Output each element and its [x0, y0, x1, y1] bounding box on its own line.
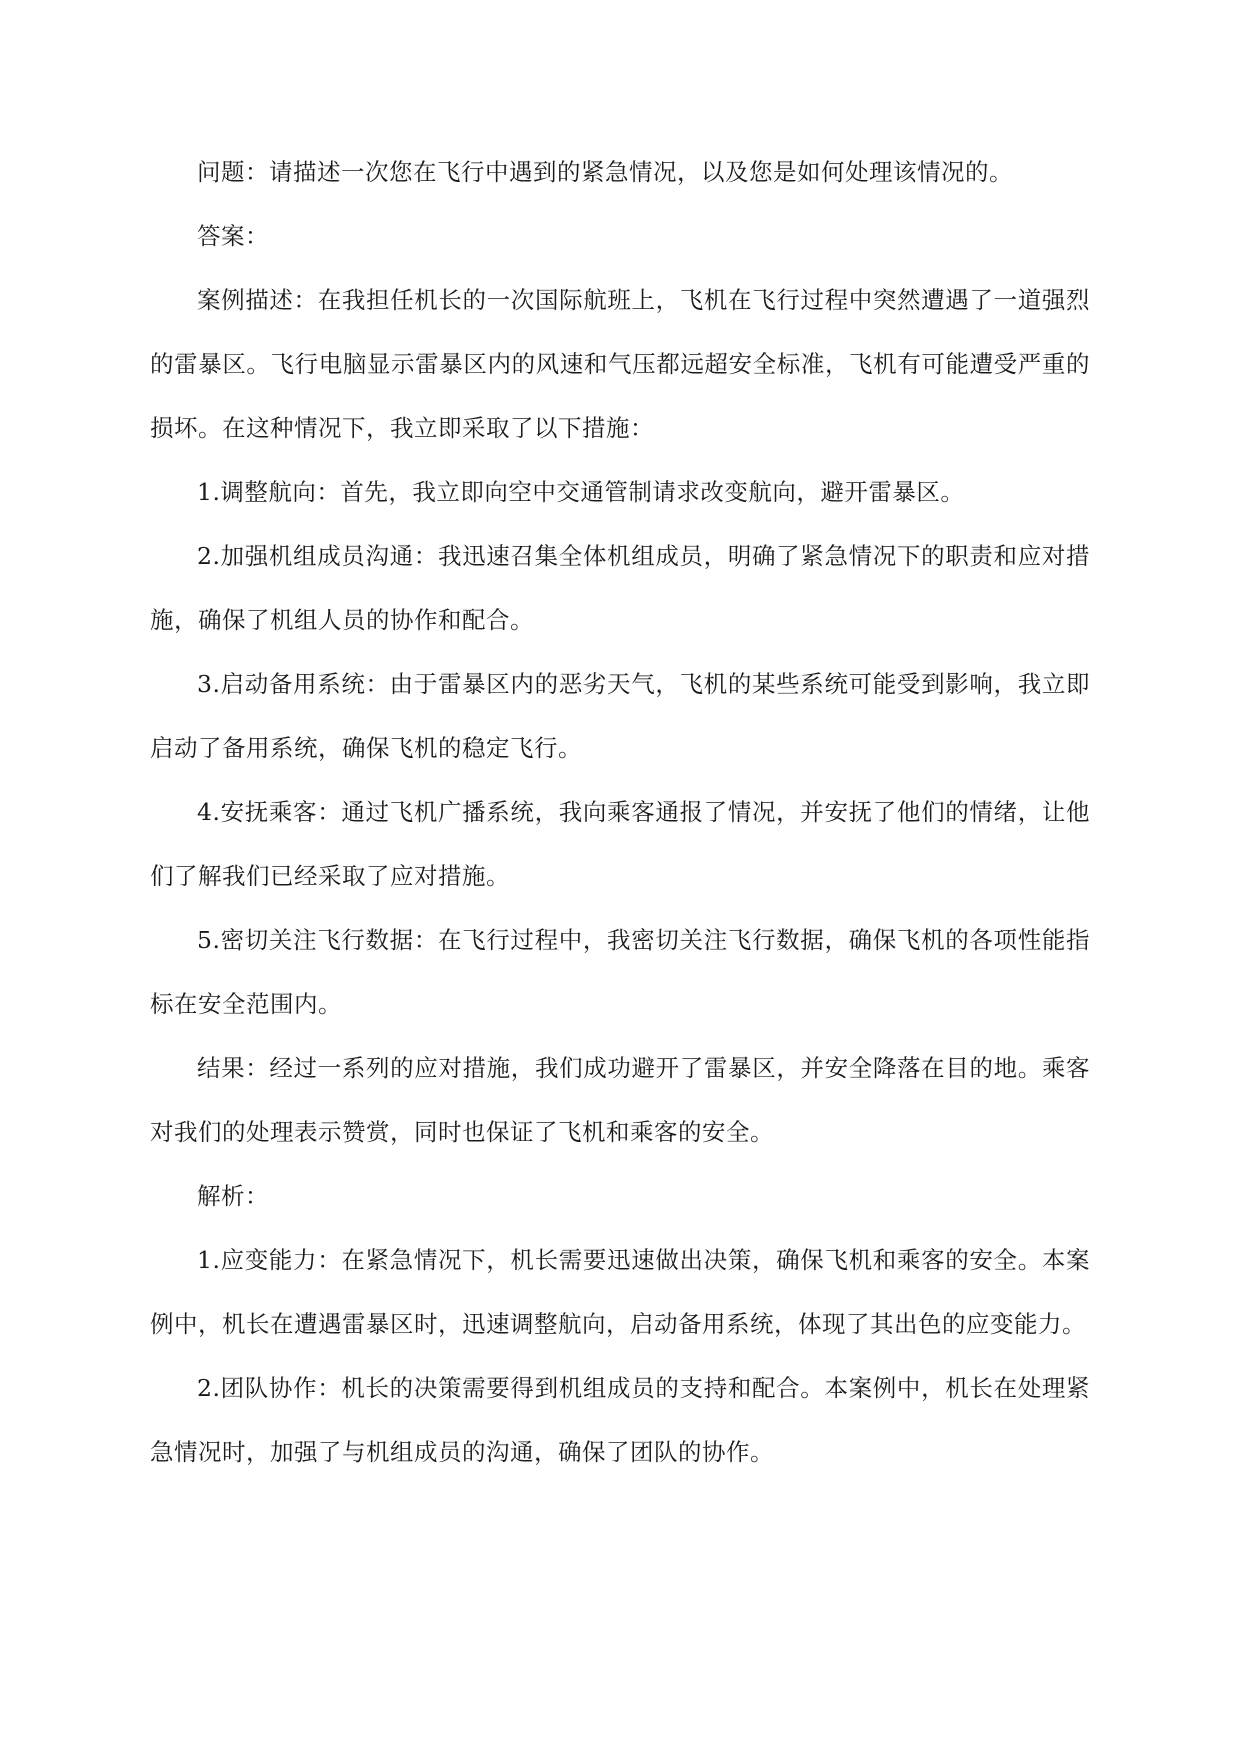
measure-4-paragraph: 4.安抚乘客：通过飞机广播系统，我向乘客通报了情况，并安抚了他们的情绪，让他们了解我们已经采取了应对措施。 [150, 798, 1090, 890]
analysis-heading: 解析： [197, 1182, 269, 1210]
result-paragraph: 结果：经过一系列的应对措施，我们成功避开了雷暴区，并安全降落在目的地。乘客对我们的处理表示赞赏，同时也保证了飞机和乘客的安全。 [150, 1054, 1090, 1146]
analysis-1-paragraph: 1.应变能力：在紧急情况下，机长需要迅速做出决策，确保飞机和乘客的安全。本案例中，机长在遭遇雷暴区时，迅速调整航向，启动备用系统，体现了其出色的应变能力。 [150, 1246, 1090, 1338]
measure-3-paragraph: 3.启动备用系统：由于雷暴区内的恶劣天气，飞机的某些系统可能受到影响，我立即启动了备用系统，确保飞机的稳定飞行。 [150, 670, 1090, 762]
analysis-2-paragraph: 2.团队协作：机长的决策需要得到机组成员的支持和配合。本案例中，机长在处理紧急情况时，加强了与机组成员的沟通，确保了团队的协作。 [150, 1374, 1090, 1466]
question-paragraph: 问题：请描述一次您在飞行中遇到的紧急情况，以及您是如何处理该情况的。 [197, 158, 1013, 186]
measure-1-paragraph: 1.调整航向：首先，我立即向空中交通管制请求改变航向，避开雷暴区。 [197, 478, 965, 506]
measure-2-paragraph: 2.加强机组成员沟通：我迅速召集全体机组成员，明确了紧急情况下的职责和应对措施，确保了机组人员的协作和配合。 [150, 542, 1090, 634]
document-page [150, 140, 1090, 1484]
measure-5-paragraph: 5.密切关注飞行数据：在飞行过程中，我密切关注飞行数据，确保飞机的各项性能指标在安全范围内。 [150, 926, 1090, 1018]
case-description-paragraph: 案例描述：在我担任机长的一次国际航班上，飞机在飞行过程中突然遭遇了一道强烈的雷暴区。飞行电脑显示雷暴区内的风速和气压都远超安全标准，飞机有可能遭受严重的损坏。在这种情况下，我立即采取了以下措施： [150, 286, 1090, 442]
answer-heading: 答案： [197, 222, 269, 250]
